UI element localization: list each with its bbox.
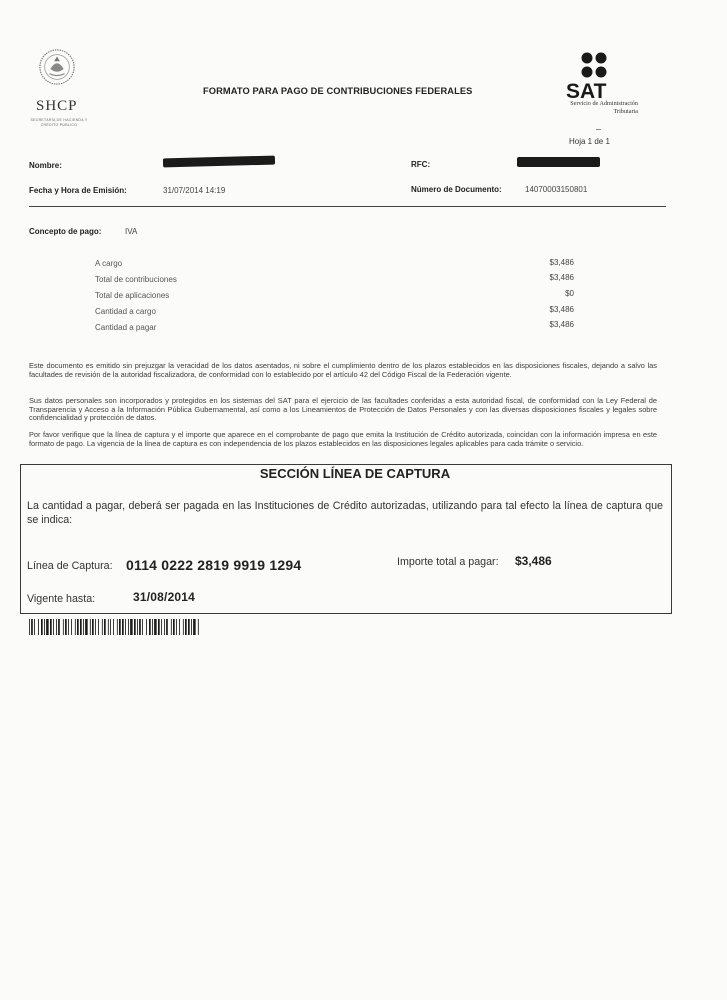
- row-label: Total de contribuciones: [95, 275, 177, 284]
- row-value: $3,486: [549, 320, 574, 329]
- sat-subtitle: Servicio de Administración Tributaria: [570, 100, 638, 115]
- row-label: Cantidad a cargo: [95, 307, 156, 316]
- shcp-logo-subtext: SECRETARÍA DE HACIENDA Y CRÉDITO PÚBLICO: [30, 118, 88, 127]
- capture-section-title: SECCIÓN LÍNEA DE CAPTURA: [259, 466, 451, 481]
- row-label: Cantidad a pagar: [95, 323, 157, 332]
- row-value: $3,486: [549, 273, 574, 282]
- sat-dots-icon: [578, 50, 610, 82]
- valid-until-label: Vigente hasta:: [27, 593, 96, 605]
- rfc-label: RFC:: [411, 160, 431, 169]
- date-value: 31/07/2014 14:19: [163, 186, 226, 195]
- redacted-rfc: [517, 157, 600, 167]
- concept-label: Concepto de pago:: [29, 227, 102, 236]
- sheet-number: Hoja 1 de 1: [569, 137, 610, 146]
- shcp-logo: SHCP: [36, 98, 78, 114]
- divider: [596, 129, 601, 130]
- legal-paragraph: Sus datos personales son incorporados y protegidos en los sistemas del SAT para el ejercicio de las facultades conferidas a esta autoridad fiscal, de conformidad con la Ley Federal de Transparencia y Acceso a la Información Pública Gubernamental, así como a los Lineamientos de Protección de Datos Personales y con las diversas disposiciones fiscales y legales sobre confidencialidad y protección de datos.: [29, 396, 657, 423]
- capture-line-value: 0114 0222 2819 9919 1294: [126, 557, 302, 573]
- row-label: Total de aplicaciones: [95, 291, 170, 300]
- name-label: Nombre:: [29, 161, 62, 170]
- row-value: $3,486: [549, 258, 574, 267]
- capture-line-label: Línea de Captura:: [27, 560, 113, 572]
- total-label: Importe total a pagar:: [397, 556, 499, 568]
- redacted-name: [163, 156, 275, 168]
- document-number-value: 14070003150801: [525, 185, 588, 194]
- row-value: $3,486: [549, 305, 574, 314]
- row-value: $0: [565, 289, 574, 298]
- capture-section-box: [20, 464, 672, 614]
- date-label: Fecha y Hora de Emisión:: [29, 186, 127, 195]
- legal-paragraph: Este documento es emitido sin prejuzgar la veracidad de los datos asentados, ni sobre el cumplimiento dentro de los plazos establecidos en las disposiciones fiscales, dejando a salvo las facultades de revisión de la autoridad fiscalizadora, de conformidad con lo establecido por el artículo 42 del Código Fiscal de la Federación vigente.: [29, 361, 657, 379]
- total-value: $3,486: [515, 554, 552, 568]
- shcp-seal-icon: [38, 48, 76, 86]
- divider: [29, 206, 666, 207]
- valid-until-value: 31/08/2014: [133, 590, 196, 604]
- page-title: FORMATO PARA PAGO DE CONTRIBUCIONES FEDERALES: [203, 86, 473, 96]
- document-number-label: Número de Documento:: [411, 185, 502, 194]
- legal-paragraph: Por favor verifique que la línea de captura y el importe que aparece en el comprobante de pago que emita la Institución de Crédito autorizada, coincidan con la información impresa en este formato de pago. La vigencia de la línea de captura es con independencia de los plazos establecidos en las disposiciones legales aplicables para cada trámite o servicio.: [29, 430, 657, 448]
- sat-logo: SAT: [566, 80, 607, 103]
- capture-instructions: La cantidad a pagar, deberá ser pagada en las Instituciones de Crédito autorizadas, utilizando para tal efecto la línea de captura que se indica:: [27, 500, 663, 526]
- barcode: [29, 619, 200, 635]
- row-label: A cargo: [95, 259, 123, 268]
- concept-value: IVA: [125, 227, 138, 236]
